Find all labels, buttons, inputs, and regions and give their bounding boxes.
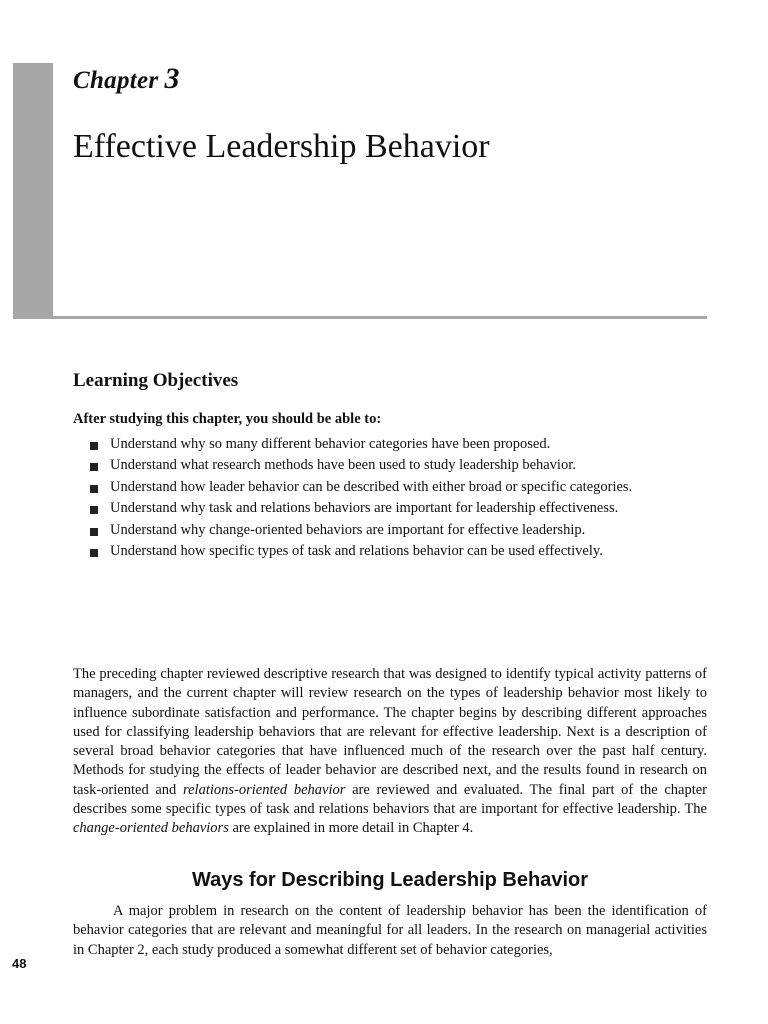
chapter-header-rule	[13, 316, 707, 319]
objective-text: Understand why so many different behavior categories have been proposed.	[110, 436, 551, 452]
learning-objectives-list	[90, 434, 632, 562]
square-bullet-icon	[90, 549, 98, 557]
objective-text: Understand how specific types of task and relations behavior can be used effectively.	[110, 543, 603, 560]
objective-item	[90, 541, 632, 562]
objective-text: Understand how leader behavior can be described with either broad or specific categories.	[110, 478, 633, 495]
square-bullet-icon	[90, 506, 98, 514]
objective-item	[90, 477, 632, 498]
intro-italic-change: change-oriented behaviors	[73, 820, 229, 837]
intro-text-part-3: are explained in more detail in Chapter 4.	[228, 820, 474, 837]
intro-text-part-1: The preceding chapter reviewed descriptive research that was designed to identify typical activity patterns of managers, and the current chapter will review research on the types of leadership behavior most likely to influence subordinate satisfaction and performance. The chapter begins by describing different approaches used for classifying leadership behaviors that are relevant for effective leadership. Next is a description of several broad behavior categories that have influenced much of the research over the past half century. Methods for studying the effects of leader behavior are described next, and the results found in research on task-oriented and	[73, 666, 707, 798]
chapter-side-bar	[13, 63, 53, 318]
chapter-number: 3	[164, 62, 180, 95]
chapter-label-text: Chapter	[73, 67, 159, 94]
square-bullet-icon	[90, 463, 98, 471]
objective-item	[90, 455, 632, 476]
chapter-label	[73, 62, 180, 96]
objective-text: Understand why change-oriented behaviors are important for effective leadership.	[110, 521, 586, 538]
chapter-title: Effective Leadership Behavior	[73, 128, 490, 165]
section-paragraph: A major problem in research on the content of leadership behavior has been the identification of behavior categories that are relevant and meaningful for all leaders. In the research on managerial activities in Chapter 2, each study produced a somewhat different set of behavior categories,	[73, 903, 707, 958]
objective-item	[90, 498, 632, 519]
square-bullet-icon	[90, 528, 98, 536]
objective-item	[90, 520, 632, 541]
learning-objectives-intro: After studying this chapter, you should be able to:	[73, 411, 382, 427]
objective-item	[90, 434, 632, 455]
square-bullet-icon	[90, 485, 98, 493]
intro-paragraph	[73, 665, 707, 839]
objective-text: Understand why task and relations behaviors are important for leadership effectiveness.	[110, 500, 619, 517]
intro-text-part-2: are reviewed and evaluated. The final part of the chapter describes some specific types of task and relations behaviors that are important for effective leadership. The	[73, 781, 707, 818]
page-number: 48	[12, 956, 27, 971]
objective-text: Understand what research methods have been used to study leadership behavior.	[110, 457, 576, 474]
learning-objectives-heading: Learning Objectives	[73, 370, 239, 391]
section-heading: Ways for Describing Leadership Behavior	[191, 869, 589, 891]
square-bullet-icon	[90, 442, 98, 450]
intro-italic-relations: relations-oriented behavior	[183, 781, 346, 798]
